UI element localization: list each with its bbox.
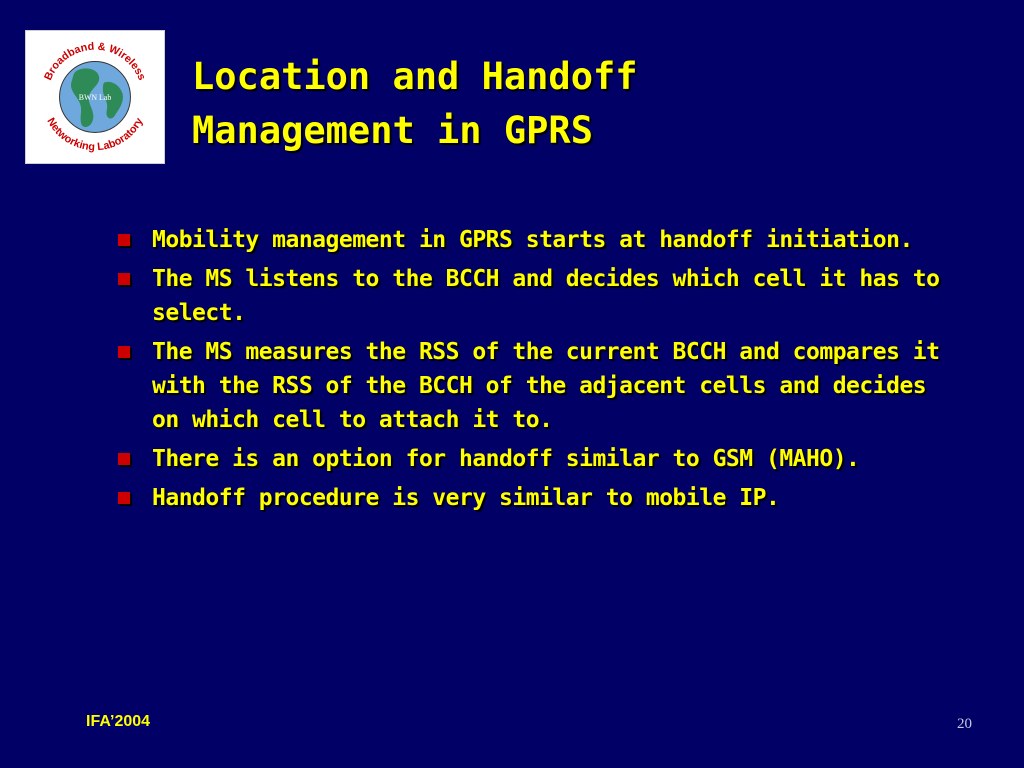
bullet-text: The MS measures the RSS of the current BCCH and compares it with the RSS of the BCCH of the adjacent cells and decides on which cell to attach it to. xyxy=(152,339,940,433)
page-number: 20 xyxy=(957,716,972,732)
bullet-text: Mobility management in GPRS starts at handoff initiation. xyxy=(152,227,913,253)
bullet-item xyxy=(114,442,964,476)
bullet-square-icon xyxy=(118,492,130,504)
bullet-square-icon xyxy=(118,273,130,285)
bullet-text: Handoff procedure is very similar to mobile IP. xyxy=(152,485,780,511)
bullet-square-icon xyxy=(118,453,130,465)
bullet-text: The MS listens to the BCCH and decides which cell it has to select. xyxy=(152,266,940,326)
footer-label: IFA’2004 xyxy=(86,713,151,730)
globe-icon xyxy=(26,31,164,163)
bullet-square-icon xyxy=(118,234,130,246)
svg-text:Broadband & Wireless: Broadband & Wireless xyxy=(42,40,148,83)
bullet-item xyxy=(114,262,964,330)
slide-title xyxy=(192,50,992,158)
bwn-lab-logo xyxy=(25,30,165,164)
bullet-item xyxy=(114,223,964,257)
bullet-item xyxy=(114,481,964,515)
bullet-list xyxy=(114,223,964,520)
bullet-text: There is an option for handoff similar to GSM (MAHO). xyxy=(152,446,860,472)
bullet-item xyxy=(114,335,964,437)
bullet-square-icon xyxy=(118,346,130,358)
logo-center-text: BWN Lab xyxy=(78,92,112,102)
slide-title-line-2: Management in GPRS xyxy=(192,109,593,152)
svg-text:Networking Laboratory: Networking Laboratory xyxy=(44,115,146,154)
slide-title-line-1: Location and Handoff xyxy=(192,55,638,98)
